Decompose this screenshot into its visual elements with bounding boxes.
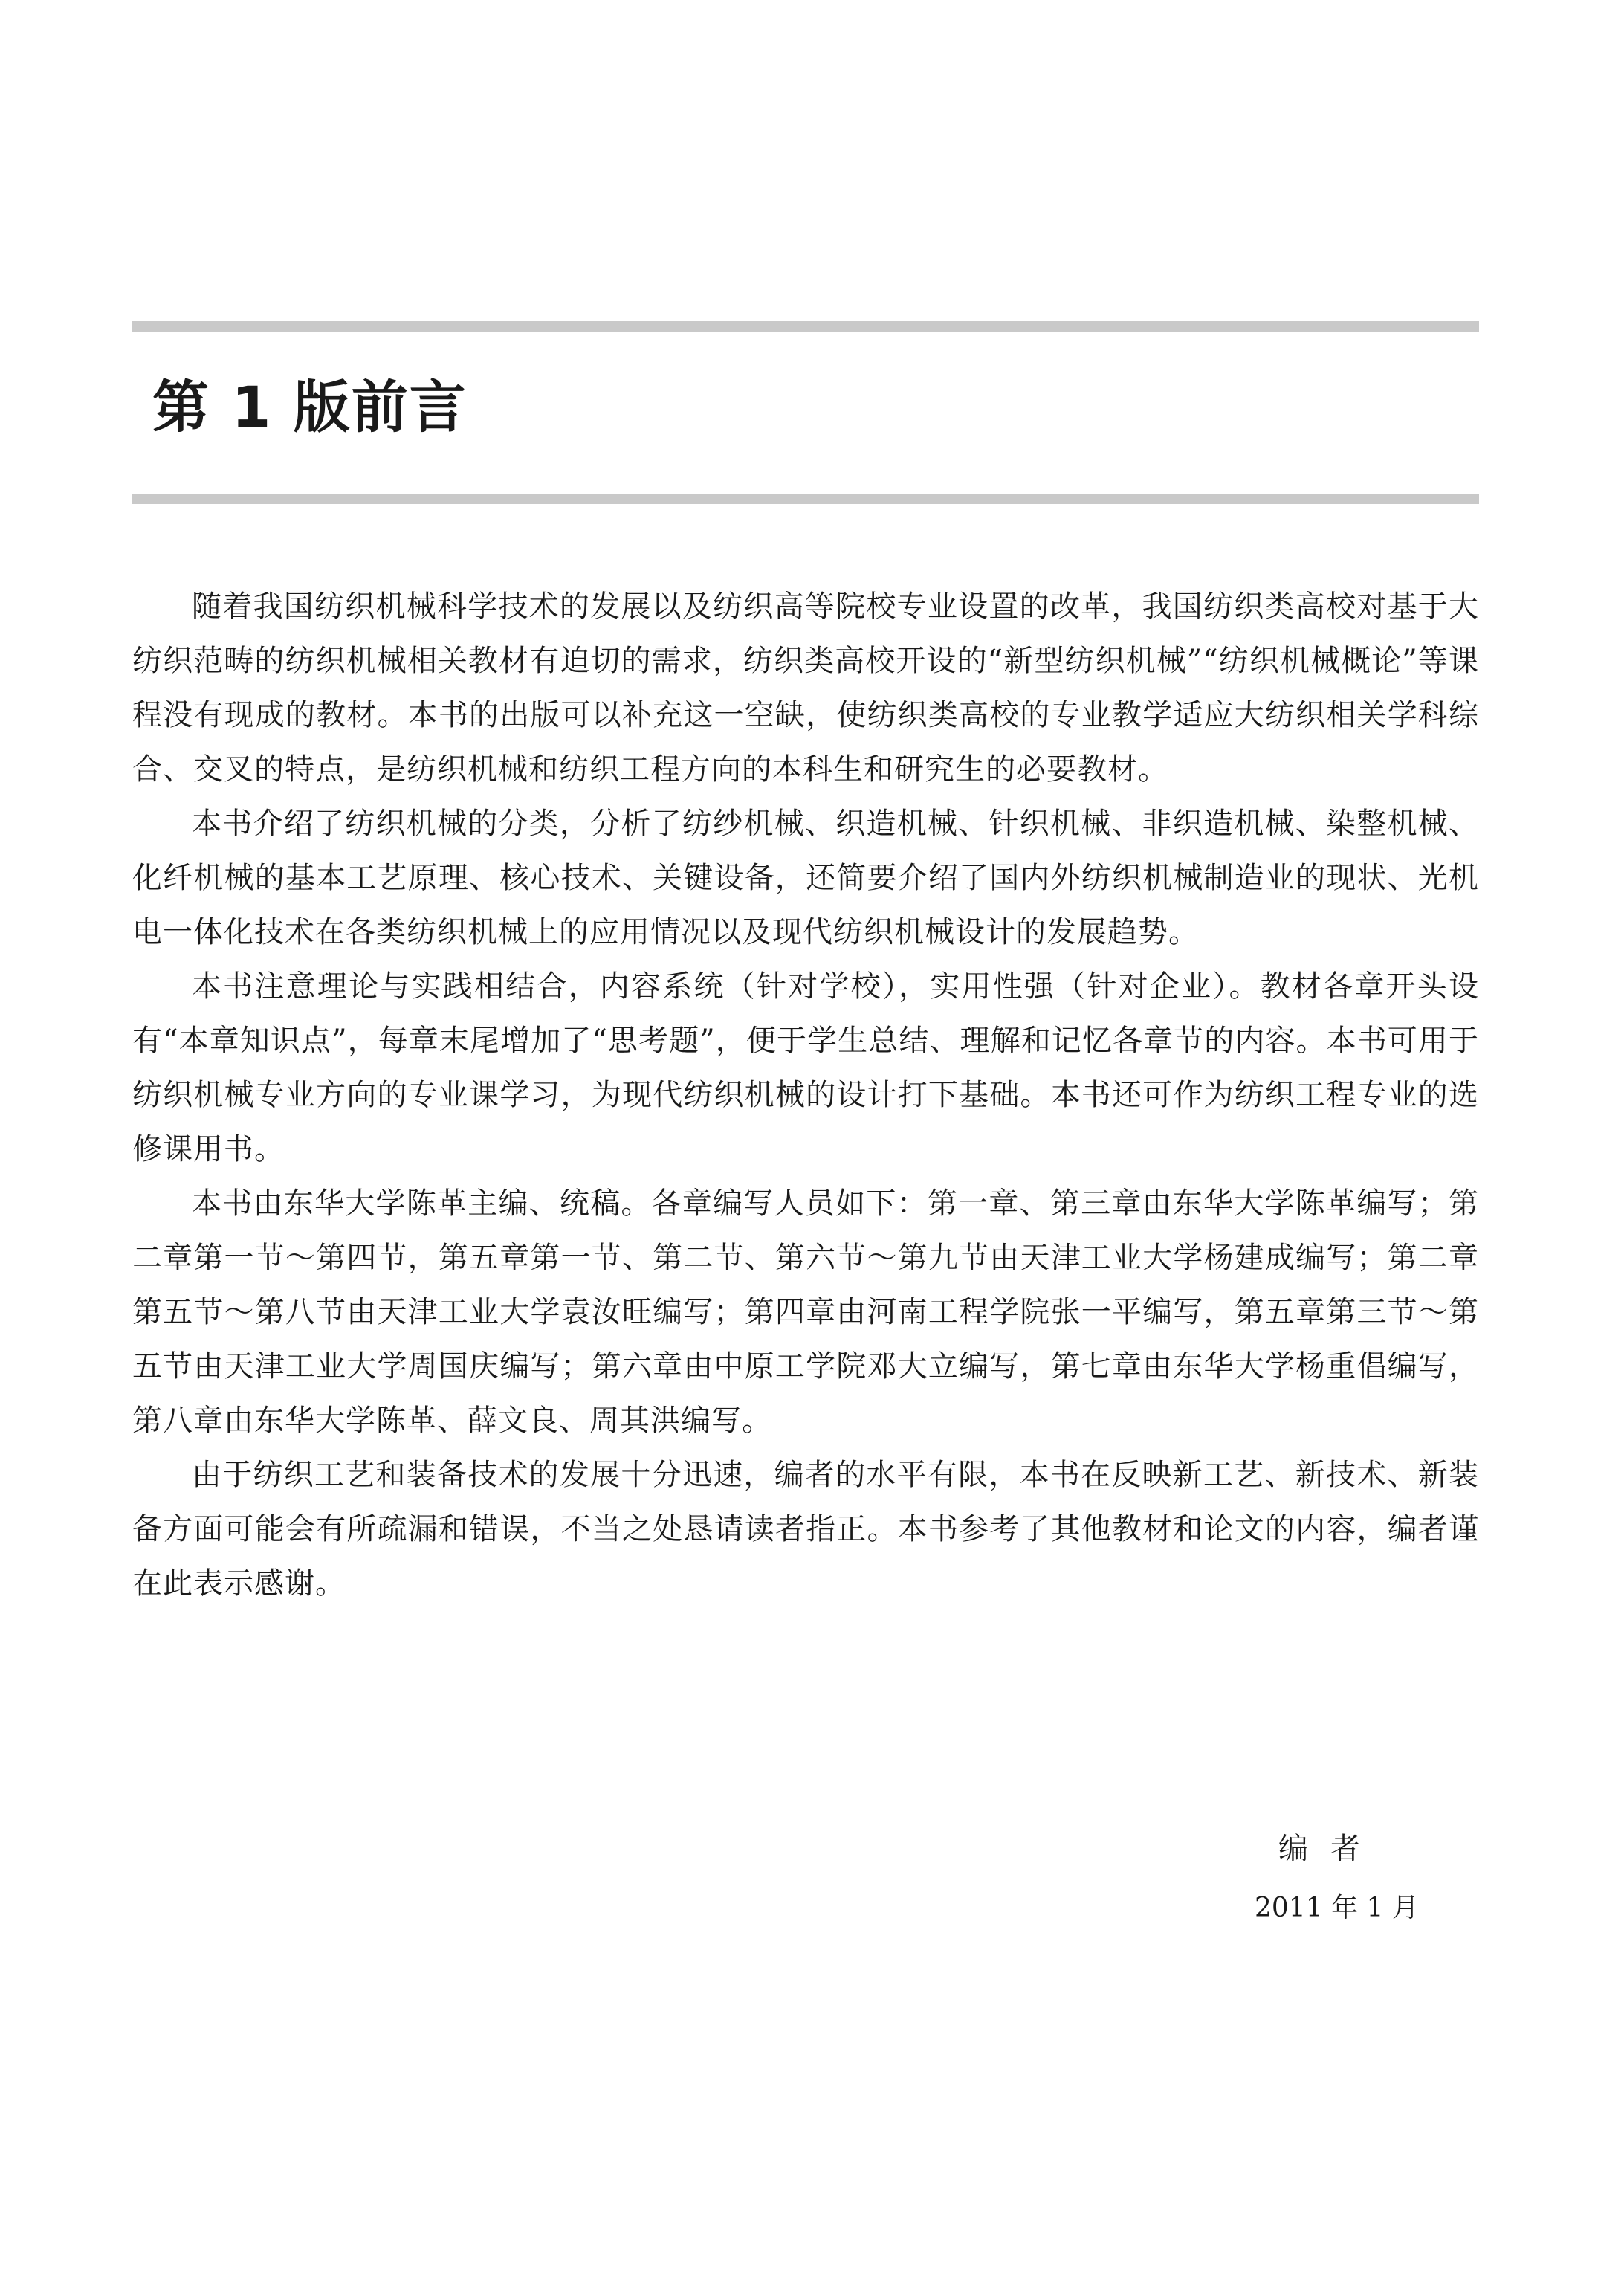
preface-body [132, 580, 1479, 1611]
preface-date: 2011 年 1 月 [1255, 1893, 1419, 1923]
paragraph-4: 本书由东华大学陈革主编、统稿。各章编写人员如下：第一章、第三章由东华大学陈革编写；第二章第一节～第四节，第五章第一节、第二节、第六节～第九节由天津工业大学杨建成编写；第二章第五节～第八节由天津工业大学袁汝旺编写；第四章由河南工程学院张一平编写，第五章第三节～第五节由天津工业大学周国庆编写；第六章由中原工学院邓大立编写，第七章由东华大学杨重倡编写，第八章由东华大学陈革、薛文良、周其洪编写。 [132, 1186, 1479, 1438]
paragraph-2: 本书介绍了纺织机械的分类，分析了纺纱机械、织造机械、针织机械、非织造机械、染整机械、化纤机械的基本工艺原理、核心技术、关键设备，还简要介绍了国内外纺织机械制造业的现状、光机电一体化技术在各类纺织机械上的应用情况以及现代纺织机械设计的发展趋势。 [132, 807, 1479, 949]
paragraph-5: 由于纺织工艺和装备技术的发展十分迅速，编者的水平有限，本书在反映新工艺、新技术、新装备方面可能会有所疏漏和错误，不当之处恳请读者指正。本书参考了其他教材和论文的内容，编者谨在此表示感谢。 [132, 1458, 1479, 1601]
header-rule-bottom [132, 494, 1479, 504]
page-title: 第 1 版前言 [152, 374, 468, 440]
paragraph-3: 本书注意理论与实践相结合，内容系统（针对学校），实用性强（针对企业）。教材各章开头设有“本章知识点”，每章末尾增加了“思考题”，便于学生总结、理解和记忆各章节的内容。本书可用于纺织机械专业方向的专业课学习，为现代纺织机械的设计打下基础。本书还可作为纺织工程专业的选修课用书。 [132, 969, 1479, 1166]
header-rule-top [132, 321, 1479, 332]
author-signature: 编者 [1278, 1832, 1382, 1866]
paragraph-1: 随着我国纺织机械科学技术的发展以及纺织高等院校专业设置的改革，我国纺织类高校对基于大纺织范畴的纺织机械相关教材有迫切的需求，纺织类高校开设的“新型纺织机械”“纺织机械概论”等课程没有现成的教材。本书的出版可以补充这一空缺，使纺织类高校的专业教学适应大纺织相关学科综合、交叉的特点，是纺织机械和纺织工程方向的本科生和研究生的必要教材。 [132, 590, 1479, 787]
